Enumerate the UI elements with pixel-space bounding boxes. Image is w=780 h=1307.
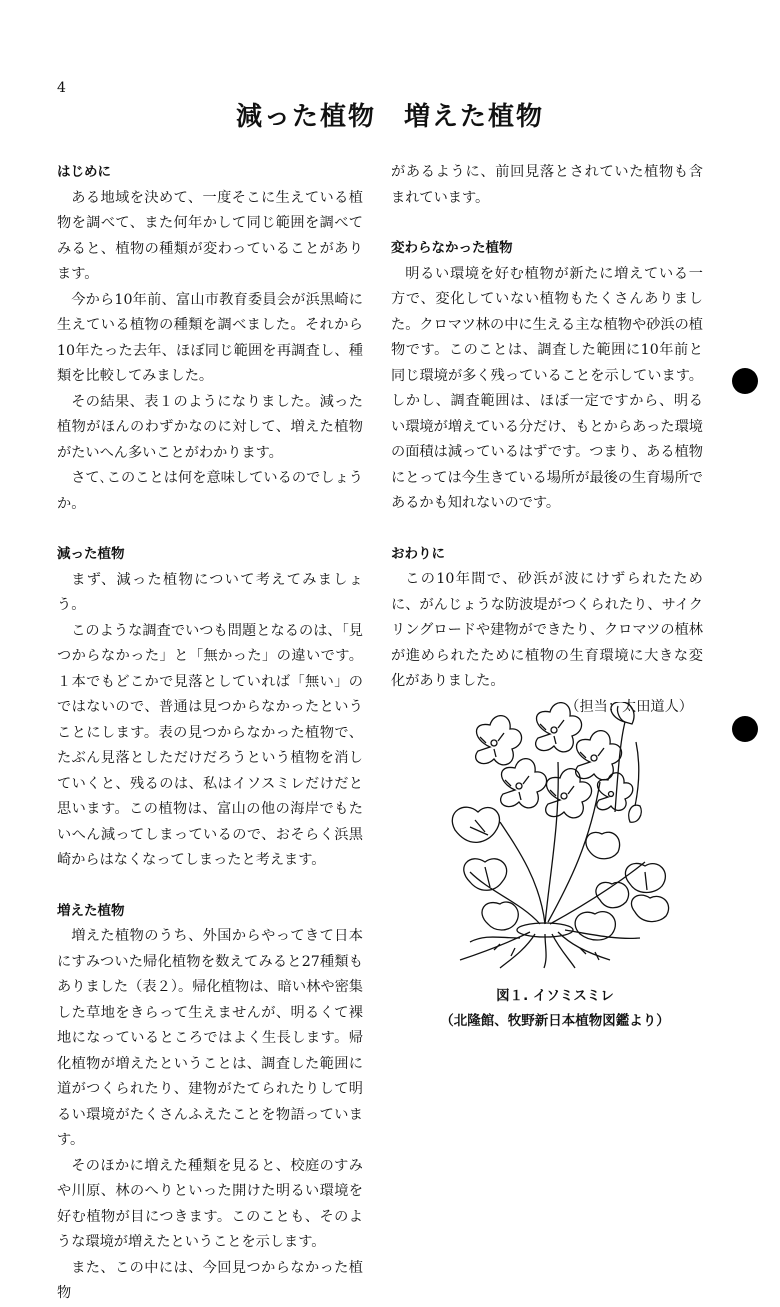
figure-title: 図１. イソミスミレ bbox=[496, 988, 614, 1004]
section-heading-conclusion: おわりに bbox=[391, 545, 445, 562]
paragraph: ある地域を決めて、一度そこに生えている植物を調べて、また何年かして同じ範囲を調べてみると、植物の種類が変わっていることがあります。 bbox=[57, 189, 363, 282]
paragraph: まず、減った植物について考えてみましょう。 bbox=[57, 571, 363, 613]
punch-hole-bottom bbox=[732, 716, 758, 742]
punch-hole-top bbox=[732, 368, 758, 394]
violet-illustration bbox=[440, 702, 690, 970]
paragraph: また、この中には、今回見つからなかった植物 bbox=[57, 1259, 363, 1301]
paragraph: そのほかに増えた種類を見ると、校庭のすみや川原、林のへりといった開けた明るい環境を好む植物が目につきます。このことも、そのような環境が増えたということを示します。 bbox=[57, 1157, 363, 1250]
paragraph: この10年間で、砂浜が波にけずられたために、がんじょうな防波堤がつくられたり、サイクリングロードや建物ができたり、クロマツの植林が進められたために植物の生育環境に大きな変化がありました。 bbox=[391, 571, 703, 689]
page-title: 減った植物 増えた植物 bbox=[235, 102, 544, 132]
paragraph: さて､このことは何を意味しているのでしょうか。 bbox=[57, 470, 363, 512]
figure-source: （北隆館、牧野新日本植物図鑑より） bbox=[440, 1013, 670, 1029]
page-number: 4 bbox=[57, 80, 66, 96]
leaves bbox=[452, 807, 668, 940]
right-column bbox=[391, 160, 703, 720]
left-column bbox=[57, 160, 363, 1307]
author-credit: （担当：太田道人） bbox=[565, 698, 693, 715]
paragraph-continuation: があるように、前回見落とされていた植物も含まれています。 bbox=[391, 164, 703, 206]
paragraph: 増えた植物のうち、外国からやってきて日本にすみついた帰化植物を数えてみると27種類もありました（表２）。帰化植物は、暗い林や密集した草地をきらって生えませんが、明るくて裸地になっているところではよく生長します。帰化植物が増えたということは、調査した範囲に道がつくられたり、建物がたてられたりして明るい環境がたくさんふえたことを物語っています。 bbox=[57, 928, 363, 1148]
section-heading-decreased: 減った植物 bbox=[57, 546, 125, 562]
section-heading-intro: はじめに bbox=[57, 164, 111, 180]
paragraph: 明るい環境を好む植物が新たに増えている一方で、変化していない植物もたくさんありました。クロマツ林の中に生える主な植物や砂浜の植物です。このことは、調査した範囲に10年前と同じ環境が多く残っていることを示しています。しかし、調査範囲は、ほぼ一定ですから、明るい環境が増えている分だけ、もとからあった環境の面積は減っているはずです。つまり、ある植物にとっては今生きている場所が最後の生育場所であるかも知れないのです。 bbox=[391, 265, 703, 511]
roots bbox=[460, 923, 640, 968]
flowers bbox=[476, 703, 633, 818]
section-heading-unchanged: 変わらなかった植物 bbox=[391, 240, 513, 256]
paragraph: 今から10年前、富山市教育委員会が浜黒崎に生えている植物の種類を調べました。それから10年たった去年、ほぼ同じ範囲を再調査し、種類を比較してみました。 bbox=[57, 291, 363, 384]
section-heading-increased: 増えた植物 bbox=[57, 902, 125, 919]
figure-caption bbox=[390, 984, 720, 1034]
paragraph: このような調査でいつも問題となるのは、「見つからなかった」と「無かった」の違いです。１本でもどこかで見落としていれば「無い」のではないので、普通は見つからなかったということにします。表の見つからなかった植物で、たぶん見落としただけだろうという植物を消していくと、残るのは、私はイソスミレだけだと思います。この植物は、富山の他の海岸でもたいへん減ってしまっているので、おそらく浜黒崎からはなくなってしまったと考えます。 bbox=[57, 622, 363, 868]
paragraph: その結果、表１のようになりました。減った植物がほんのわずかなのに対して、増えた植物がたいへん多いことがわかります。 bbox=[57, 393, 363, 461]
